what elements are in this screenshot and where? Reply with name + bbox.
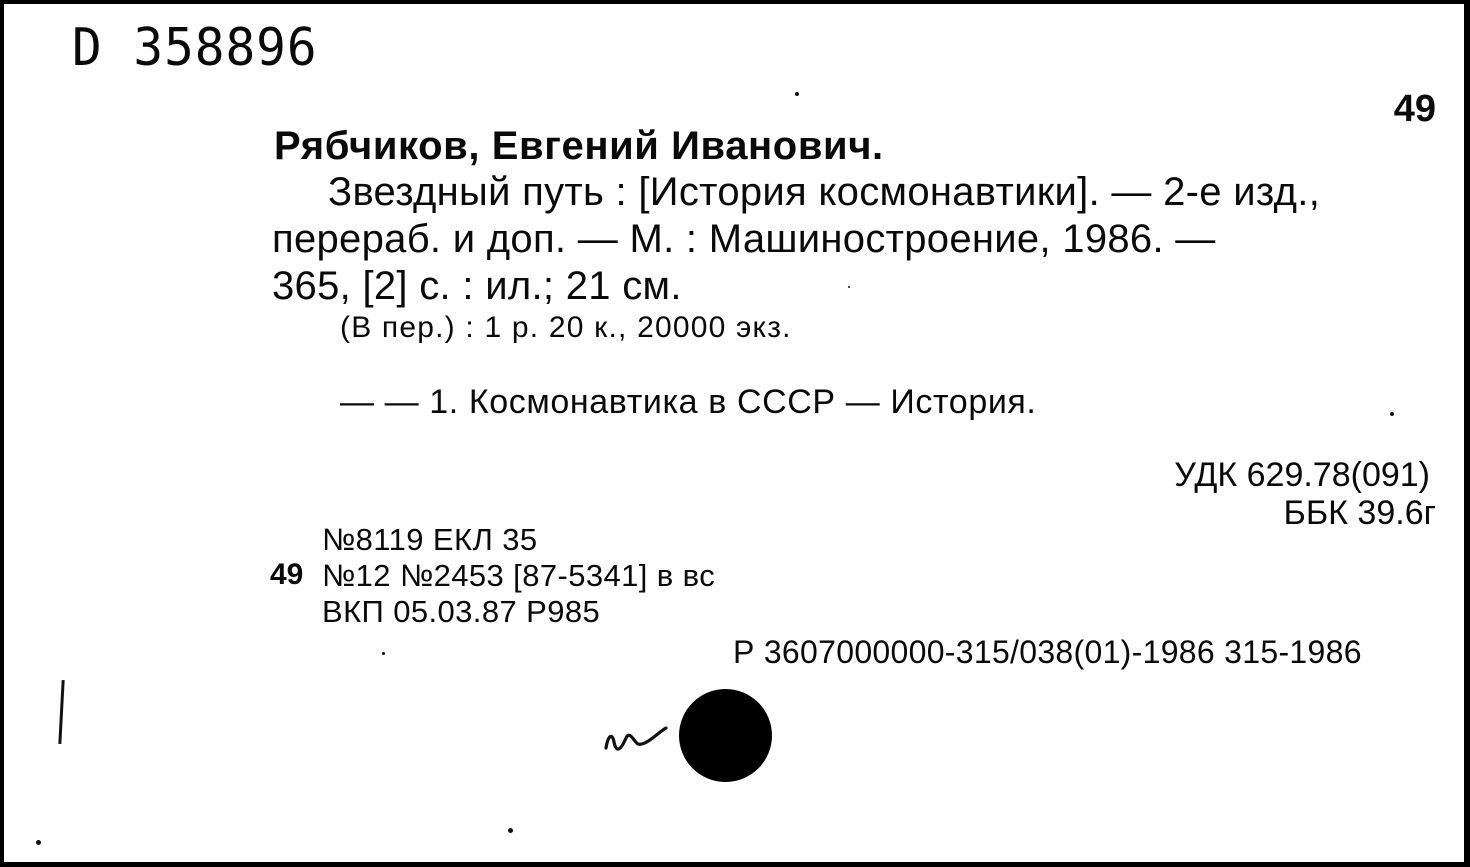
title-line-3: 365, [2] с. : ил.; 21 см. (272, 264, 682, 308)
price-line: (В пер.) : 1 р. 20 к., 20000 экз. (340, 311, 792, 344)
card-border-top (0, 0, 1470, 4)
code-line-3: ВКП 05.03.87 Р985 (322, 594, 601, 629)
bbk-code: ББК 39.6г (1283, 494, 1436, 532)
card-border-bottom (0, 862, 1470, 867)
title-line-1: Звездный путь : [История космонавтики]. — 2-е изд., (328, 170, 1321, 214)
speck (382, 652, 385, 655)
black-dot-mark (679, 689, 772, 782)
code-line-2: №12 №2453 [87-5341] в вс (322, 558, 716, 593)
speck (36, 840, 41, 845)
pencil-mark (58, 680, 64, 744)
author-heading: Рябчиков, Евгений Иванович. (274, 124, 884, 168)
udk-code: УДК 629.78(091) (1174, 456, 1430, 494)
subject-line: — — 1. Космонавтика в СССР — История. (340, 383, 1037, 421)
inventory-number: D 358896 (72, 18, 318, 78)
handwritten-mark (600, 722, 672, 756)
speck (1390, 412, 1394, 416)
card-border-left (0, 0, 4, 867)
codes-shelf-mark: 49 (270, 558, 304, 591)
card-border-right (1464, 0, 1470, 867)
shelf-mark: 49 (1393, 88, 1436, 130)
code-line-1: №8119 ЕКЛ 35 (322, 522, 538, 557)
speck (795, 92, 799, 96)
speck (848, 286, 850, 288)
title-line-2: перераб. и доп. — М. : Машиностроение, 1986. — (272, 217, 1216, 261)
isbn-line: Р 3607000000-315/038(01)-1986 315-1986 (733, 634, 1362, 670)
speck (508, 828, 513, 833)
